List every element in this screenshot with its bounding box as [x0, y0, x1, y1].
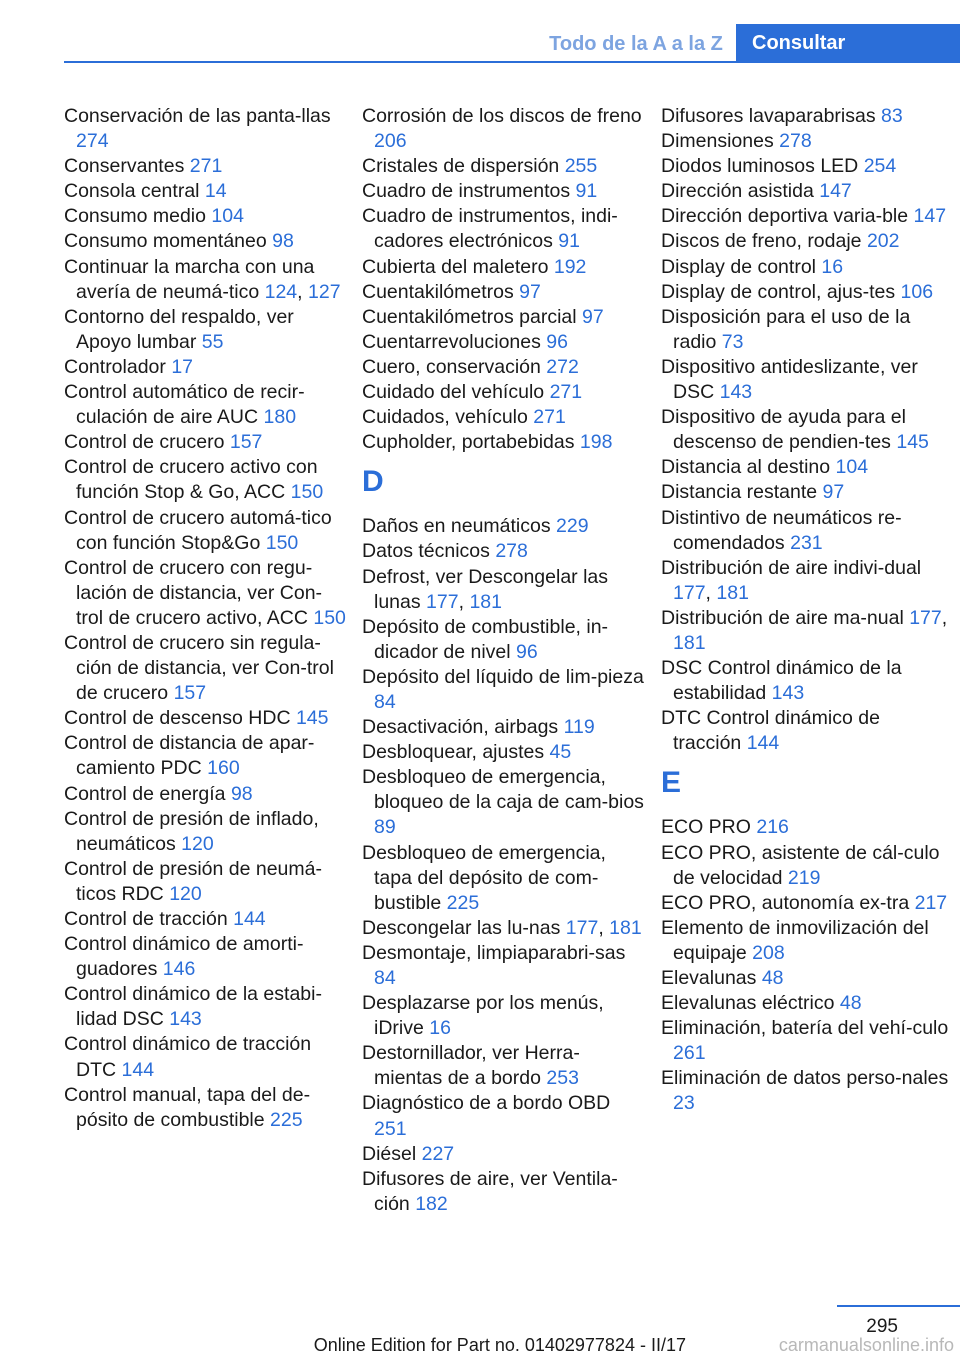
index-entry-term: Consola central: [64, 180, 200, 203]
page-link[interactable]: 147: [913, 205, 947, 228]
index-entry: [362, 330, 644, 355]
index-entry-term: Control de presión de inflado, neumáticos: [64, 807, 319, 855]
index-entry-term: ECO PRO, autonomía ex‐tra: [661, 891, 910, 914]
index-entry: Distribución de aire indivi‐dual 177, 181: [661, 556, 922, 604]
page-link[interactable]: 150: [265, 531, 299, 554]
index-entry: [64, 782, 346, 807]
index-entry: [64, 455, 346, 505]
index-entry-term: Elevalunas: [661, 967, 757, 989]
index-entry-term: Control manual, tapa del de‐pósito de combustible: [64, 1083, 311, 1131]
index-entry: [362, 941, 644, 991]
index-entry: [661, 1066, 953, 1116]
index-entry: [362, 204, 644, 254]
index-entry: [661, 305, 953, 355]
index-entry-term: Display de control, ajus‐tes: [661, 280, 896, 303]
index-entry: [64, 229, 346, 254]
index-entry: [362, 179, 644, 204]
page-link[interactable]: 23: [673, 1092, 695, 1115]
index-entry: [362, 280, 644, 305]
page-link[interactable]: 144: [233, 908, 266, 930]
page-link[interactable]: 157: [229, 431, 263, 454]
index-entry-term: Conservación de las panta‐llas: [64, 105, 331, 127]
index-entry: [64, 380, 346, 430]
page-link[interactable]: 278: [779, 130, 812, 153]
index-entry-term: Diagnóstico de a bordo OBD: [362, 1092, 611, 1115]
index-entry-term: Cubierta del maletero: [362, 255, 549, 278]
index-entry-term: Control de energía: [64, 782, 226, 805]
page-link[interactable]: 14: [204, 180, 227, 203]
page-link[interactable]: 73: [721, 330, 744, 353]
page-link[interactable]: 227: [421, 1142, 455, 1165]
index-entry-term: Distribución de aire indivi‐dual: [661, 556, 922, 579]
index-entry: [64, 556, 346, 631]
index-entry-term: ECO PRO: [661, 816, 751, 839]
index-entry: [64, 857, 346, 907]
index-entry: [64, 204, 346, 229]
page-link[interactable]: 84: [374, 690, 396, 713]
index-entry: [362, 104, 644, 154]
page-link[interactable]: 177: [426, 590, 459, 613]
index-entry: [362, 1167, 644, 1217]
index-entry: [362, 305, 644, 330]
index-entry-term: Control de crucero automá‐tico con función Stop&Go: [64, 506, 332, 554]
index-entry-term: Desplazarse por los menús, iDrive: [362, 992, 604, 1040]
page-link[interactable]: 225: [446, 891, 480, 914]
index-entry-term: Consumo momentáneo: [64, 230, 267, 253]
index-entry-term: Dirección deportiva varia‐ble: [661, 205, 909, 228]
page-link[interactable]: 181: [469, 590, 502, 613]
page-link[interactable]: 217: [914, 891, 948, 914]
page-link[interactable]: 253: [546, 1067, 579, 1090]
page-link[interactable]: 271: [189, 155, 223, 178]
page-link[interactable]: 231: [790, 531, 823, 554]
index-entry: [661, 506, 953, 556]
index-entry-term: Control dinámico de amorti‐guadores: [64, 933, 304, 981]
index-entry: [362, 715, 644, 740]
page-link[interactable]: 17: [171, 355, 194, 378]
index-entry-term: Control de crucero sin regula‐ción de distancia, ver Con‐trol de crucero: [64, 631, 334, 705]
index-entry: [661, 966, 953, 991]
index-entry: [64, 1032, 346, 1082]
index-entry-term: Cuidados, vehículo: [362, 406, 528, 429]
index-entry-term: Controlador: [64, 355, 166, 378]
page-link[interactable]: 124: [264, 280, 298, 303]
index-entry-term: Control automático de recir‐culación de aire AUC: [64, 381, 305, 429]
index-entry-term: Datos técnicos: [362, 540, 490, 563]
index-entry-term: Dirección asistida: [661, 180, 814, 203]
page-link[interactable]: 120: [181, 832, 214, 855]
index-entry-term: Desmontaje, limpiaparabri‐sas: [362, 941, 626, 964]
page-link[interactable]: 192: [553, 255, 587, 278]
page-link[interactable]: 181: [673, 631, 706, 654]
page-link[interactable]: 177: [673, 581, 706, 604]
page-link[interactable]: 157: [173, 682, 207, 705]
index-entry-term: Eliminación de datos perso‐nales: [661, 1067, 949, 1090]
page-link[interactable]: 177: [909, 606, 942, 629]
index-entry: [64, 154, 346, 179]
index-entry-term: Distancia restante: [661, 481, 818, 504]
page-link[interactable]: 48: [839, 992, 862, 1015]
page-link[interactable]: 91: [575, 180, 598, 203]
index-entry: [64, 1083, 346, 1133]
index-entry: [362, 841, 644, 916]
index-entry: [661, 255, 953, 280]
index-entry-term: Diésel: [362, 1142, 417, 1165]
index-entry: [362, 1041, 644, 1091]
page-link[interactable]: 177: [565, 916, 599, 939]
page-link[interactable]: 97: [582, 305, 604, 328]
page-link[interactable]: 216: [756, 816, 789, 839]
index-letter-heading: E: [661, 766, 682, 800]
page-link[interactable]: 143: [169, 1008, 202, 1031]
index-entry: [661, 455, 953, 480]
page-link[interactable]: 104: [835, 456, 869, 479]
index-entry-term: Distribución de aire ma‐nual: [661, 606, 904, 629]
index-entry-term: Depósito del líquido de lim‐pieza: [362, 665, 644, 688]
index-entry: [362, 514, 644, 539]
index-entry: [64, 506, 346, 556]
index-entry: [64, 631, 346, 706]
index-entry-term: Distintivo de neumáticos re‐comendados: [661, 506, 902, 554]
index-entry-term: ECO PRO, asistente de cál‐culo de velocidad: [661, 841, 940, 889]
page-link[interactable]: 96: [546, 330, 568, 353]
index-entry-term: Control de crucero: [64, 431, 225, 454]
page-link[interactable]: 198: [579, 431, 613, 454]
page-link[interactable]: 83: [881, 105, 903, 127]
index-entry: [362, 615, 644, 665]
index-entry: [661, 991, 953, 1016]
index-entry: Defrost, ver Descongelar las lunas 177, 181: [362, 565, 609, 613]
index-entry-term: Dimensiones: [661, 130, 774, 153]
index-entry: [661, 656, 953, 706]
index-entry-term: Desbloqueo de emergencia, tapa del depósito de com‐bustible: [362, 841, 606, 914]
index-entry: [64, 706, 346, 731]
page-link[interactable]: 144: [121, 1058, 155, 1081]
page-link[interactable]: 127: [308, 280, 341, 303]
page-link[interactable]: 251: [374, 1117, 407, 1140]
page-link[interactable]: 181: [609, 916, 642, 939]
index-entry-term: Control de crucero activo con función Stop & Go, ACC: [64, 456, 318, 504]
tab-consult[interactable]: Consultar: [736, 24, 960, 62]
index-entry: [661, 280, 953, 305]
index-entry: [661, 706, 953, 756]
page-link[interactable]: 272: [546, 355, 579, 378]
index-entry: [362, 405, 644, 430]
index-entry-term: Daños en neumáticos: [362, 515, 551, 538]
page-link[interactable]: 261: [673, 1042, 706, 1065]
index-entry: [661, 154, 953, 179]
index-entry-term: Cristales de dispersión: [362, 155, 560, 178]
page-link[interactable]: 89: [374, 816, 396, 839]
index-entry: [661, 1016, 953, 1066]
index-entry: Continuar la marcha con una avería de neumá‐tico 124, 127: [64, 255, 341, 303]
index-entry: [661, 841, 953, 891]
index-entry: [661, 104, 953, 129]
index-entry: [362, 765, 644, 840]
index-entry-term: Control de descenso HDC: [64, 707, 291, 730]
index-entry: [661, 916, 953, 966]
page-link[interactable]: 225: [270, 1108, 303, 1131]
index-entry: [661, 405, 953, 455]
index-entry: [362, 539, 644, 564]
page-link[interactable]: 146: [162, 958, 196, 981]
index-entry: [64, 179, 346, 204]
index-entry: [661, 179, 953, 204]
page-link[interactable]: 16: [429, 1017, 451, 1040]
page-link[interactable]: 271: [549, 381, 583, 404]
page-number: 295: [866, 1316, 898, 1337]
page-link[interactable]: 219: [787, 866, 821, 889]
index-letter-heading: D: [362, 465, 384, 499]
footer-rule: [837, 1305, 960, 1307]
index-entry-term: Corrosión de los discos de freno: [362, 105, 642, 127]
page-link[interactable]: 97: [822, 481, 845, 504]
index-entry: [64, 104, 346, 154]
page-link[interactable]: 98: [230, 782, 253, 805]
index-entry: [64, 982, 346, 1032]
index-entry-term: Desbloquear, ajustes: [362, 741, 545, 764]
watermark: carmanualsonline.info: [778, 1335, 954, 1355]
page-link[interactable]: 143: [771, 682, 805, 705]
index-entry-term: Discos de freno, rodaje: [661, 230, 862, 253]
index-entry-term: Control de distancia de apar‐camiento PDC: [64, 732, 315, 780]
page-link[interactable]: 150: [313, 606, 346, 629]
index-entry-term: DTC Control dinámico de tracción: [661, 707, 880, 755]
edition-note: Online Edition for Part no. 01402977824 - II/17: [313, 1335, 686, 1355]
index-entry: [64, 305, 346, 355]
page-link[interactable]: 96: [516, 640, 538, 663]
page-link[interactable]: 206: [374, 130, 407, 153]
index-entry: [661, 480, 953, 505]
page-link[interactable]: 45: [549, 741, 572, 764]
index-entry: Distribución de aire ma‐nual 177, 181: [661, 606, 948, 654]
index-entry-term: Continuar la marcha con una avería de neumá‐tico: [64, 255, 315, 303]
page-link[interactable]: 271: [533, 406, 566, 429]
index-entry-term: Destornillador, ver Herra‐mientas de a bordo: [362, 1042, 580, 1090]
index-entry: [362, 154, 644, 179]
page-link[interactable]: 145: [295, 707, 329, 730]
index-entry-term: Elemento de inmovilización del equipaje: [661, 916, 929, 964]
index-entry-term: Elevalunas eléctrico: [661, 992, 835, 1015]
index-entry-term: Cuentakilómetros: [362, 280, 514, 303]
index-entry-term: Cuadro de instrumentos, indi‐cadores electrónicos: [362, 205, 618, 253]
index-entry: [661, 129, 953, 154]
index-entry-term: Cuadro de instrumentos: [362, 180, 571, 203]
index-entry-term: Cuentarrevoluciones: [362, 330, 541, 353]
page-link[interactable]: 97: [519, 280, 541, 303]
index-entry-term: Dispositivo antideslizante, ver DSC: [661, 355, 918, 404]
index-entry-term: Difusores lavaparabrisas: [661, 105, 876, 127]
index-entry: [362, 665, 644, 715]
index-entry: [661, 891, 953, 916]
page-link[interactable]: 182: [415, 1192, 448, 1215]
index-entry: [64, 932, 346, 982]
index-entry: [661, 204, 953, 229]
page-link[interactable]: 147: [819, 180, 852, 203]
index-entry-term: Control de tracción: [64, 908, 228, 930]
page-link[interactable]: 16: [821, 255, 844, 278]
index-entry: [661, 355, 953, 405]
index-entry-term: Control dinámico de la estabi‐lidad DSC: [64, 983, 322, 1031]
page-link[interactable]: 180: [263, 406, 297, 429]
index-entry: [64, 430, 346, 455]
tab-index[interactable]: Todo de la A a la Z: [549, 33, 723, 55]
index-entry-term: Defrost, ver Descongelar las lunas: [362, 565, 609, 613]
index-entry-term: Cupholder, portabebidas: [362, 431, 575, 454]
page-link[interactable]: 229: [556, 515, 589, 538]
page-link[interactable]: 160: [207, 757, 240, 780]
index-entry-term: Distancia al destino: [661, 456, 831, 479]
page-link[interactable]: 120: [169, 882, 202, 905]
index-entry: Descongelar las lu‐nas 177, 181: [362, 916, 642, 939]
index-entry-term: Descongelar las lu‐nas: [362, 916, 561, 939]
index-column-1: [64, 104, 346, 1133]
index-entry-term: DSC Control dinámico de la estabilidad: [661, 657, 902, 705]
index-entry-term: Cuero, conservación: [362, 355, 541, 378]
index-entry-term: Depósito de combustible, in‐dicador de nivel: [362, 615, 609, 663]
page-link[interactable]: 278: [495, 540, 528, 563]
index-entry-term: Eliminación, batería del vehí‐culo: [661, 1017, 949, 1040]
index-entry-term: Cuentakilómetros parcial: [362, 305, 577, 328]
index-entry-term: Desbloqueo de emergencia, bloqueo de la caja de cam‐bios: [362, 766, 644, 814]
page-link[interactable]: 91: [558, 230, 580, 253]
index-entry-term: Difusores de aire, ver Ventila‐ción: [362, 1167, 618, 1215]
index-entry-term: Diodos luminosos LED: [661, 155, 859, 178]
page-link[interactable]: 119: [563, 716, 595, 739]
index-entry-term: Cuidado del vehículo: [362, 381, 545, 404]
index-entry: [362, 255, 644, 280]
page-link[interactable]: 144: [746, 732, 780, 755]
index-entry: [661, 815, 953, 840]
index-entry-term: Control dinámico de tracción DTC: [64, 1033, 312, 1081]
index-entry-term: Disposición para el uso de la radio: [661, 305, 911, 353]
page-link[interactable]: 145: [896, 431, 929, 454]
index-column-3: [661, 104, 953, 1117]
page-link[interactable]: 274: [76, 130, 109, 153]
page-link[interactable]: 181: [716, 581, 749, 604]
page-link[interactable]: 98: [272, 230, 294, 253]
index-entry-term: Display de control: [661, 255, 816, 278]
index-entry: [362, 355, 644, 380]
index-entry: [64, 731, 346, 781]
page-link[interactable]: 106: [900, 280, 934, 303]
index-entry-term: Desactivación, airbags: [362, 716, 559, 739]
index-entry: [362, 1091, 644, 1141]
page-link[interactable]: 48: [761, 967, 784, 989]
index-entry: [64, 807, 346, 857]
page-link[interactable]: 150: [290, 481, 324, 504]
index-column-2: [362, 104, 644, 1217]
index-entry-term: Control de crucero con regu‐lación de distancia, ver Con‐trol de crucero activo, ACC: [64, 556, 323, 629]
page-link[interactable]: 143: [719, 381, 753, 404]
page-link[interactable]: 55: [201, 330, 224, 353]
page-link[interactable]: 254: [863, 155, 897, 178]
index-entry: [362, 991, 644, 1041]
index-entry: [64, 355, 346, 380]
index-entry: [64, 907, 346, 932]
page-link[interactable]: 104: [211, 205, 244, 228]
page-link[interactable]: 208: [752, 941, 785, 964]
page-link[interactable]: 84: [374, 967, 396, 989]
index-entry: [362, 430, 644, 455]
index-entry: [362, 380, 644, 405]
index-entry: [362, 740, 644, 765]
index-entry-term: Consumo medio: [64, 205, 206, 228]
index-entry-term: Control de presión de neumá‐ticos RDC: [64, 857, 322, 905]
index-entry: [362, 1142, 644, 1167]
page-link[interactable]: 255: [564, 155, 598, 178]
index-entry: [661, 229, 953, 254]
index-entry-term: Contorno del respaldo, ver Apoyo lumbar: [64, 305, 294, 353]
page-link[interactable]: 202: [866, 230, 900, 253]
index-entry-term: Dispositivo de ayuda para el descenso de pendien‐tes: [661, 406, 906, 454]
index-entry-term: Conservantes: [64, 155, 185, 178]
